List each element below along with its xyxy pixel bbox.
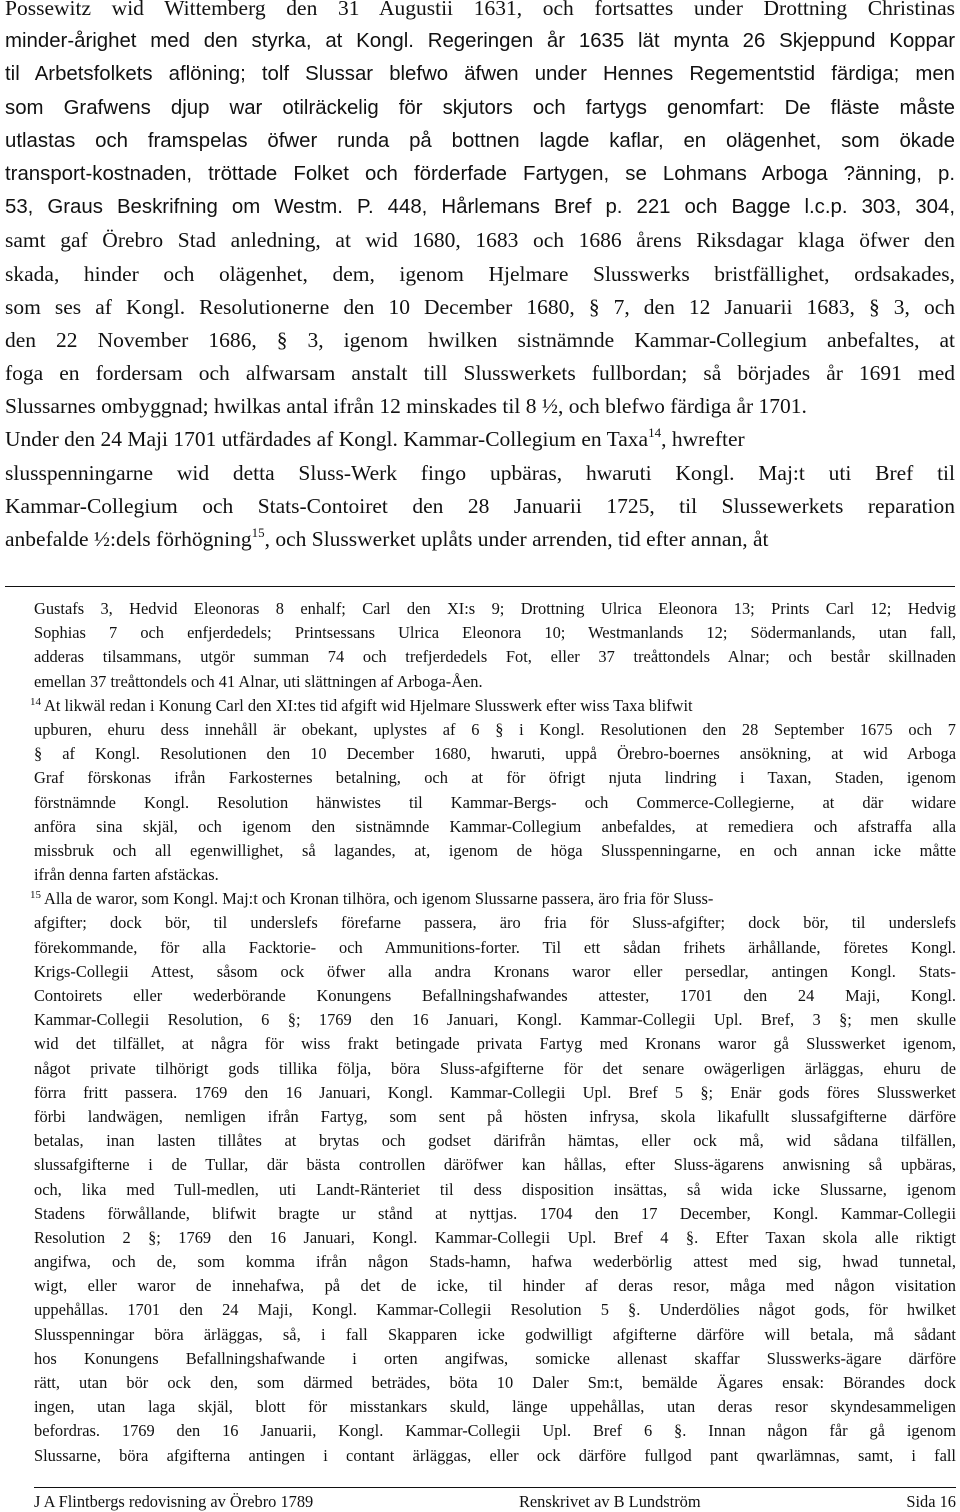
footnote-line: slussafgifterne i de Tullar, där bästa controllen däröfwer kan hållas, efter Sluss-ägarens anwisning så upbäras, xyxy=(34,1155,956,1175)
main-text-line: den 22 November 1686, § 3, igenom hwilken sistnämnde Kammar-Collegium anbefaltes, at xyxy=(5,327,955,352)
footer-transcriber: Renskrivet av B Lundström xyxy=(518,1492,701,1511)
main-text-line: skada, hinder och olägenhet, dem, igenom Hjelmare Slusswerks bristfällighet, ordsakades, xyxy=(5,261,955,286)
main-text-line: minder-årighet med den styrka, at Kongl. Regeringen år 1635 lät mynta 26 Skjeppund Koppar xyxy=(5,30,955,53)
footnote-line: wid det tilfället, at några för wiss frakt betingade privata Fartyg med Kronans waror gå Slusswerket igenom, xyxy=(34,1034,956,1054)
main-text-line: som ses af Kongl. Resolutionerne den 10 December 1680, § 7, den 12 Januarii 1683, § 3, och xyxy=(5,294,955,319)
main-text-line: slusspenningarne wid detta Sluss-Werk fingo upbäras, hwaruti Kongl. Maj:t uti Bref til xyxy=(5,460,955,485)
main-text-line: Kammar-Collegium och Stats-Contoiret den 28 Januarii 1725, til Slussewerkets reparation xyxy=(5,493,955,518)
footnote-line: upburen, ehuru dess innehåll är obekant, uplystes af 6 § i Kongl. Resolutionen den 28 September 1675 och 7 xyxy=(34,719,956,739)
main-body-text xyxy=(5,0,955,556)
footnote-line: afgifter; dock bör, til underslefs förefarne passera, äro fria för Sluss-afgifter; dock bör, til underslefs xyxy=(34,913,956,933)
footnote-line: Gustafs 3, Hedvid Eleonoras 8 enhalf; Carl den XI:s 9; Drottning Ulrica Eleonora 13; Prints Carl 12; Hedvig xyxy=(34,599,956,618)
footnote-line: Resolution 2 §; 1769 den 16 Januari, Kongl. Kammar-Collegii Upl. Bref 4 §. Efter Taxan skola alle riktigt xyxy=(34,1227,956,1247)
footnote-line: ingen, utan laga skjäl, blott för misstankars skuld, länge uppehållas, utan deras resor skyndesammeligen xyxy=(34,1397,956,1417)
footnote-line: emellan 37 treåttondels och 41 Alnar, uti slättningen af Arboga-Åen. xyxy=(34,671,483,691)
footnote-line: förstnämnde Kongl. Resolution hänwistes til Kammar-Bergs- och Commerce-Collegierne, at där widare xyxy=(34,792,956,812)
main-text-line: Possewitz wid Wittemberg den 31 Augustii 1631, och fortsattes under Drottning Christinas xyxy=(5,0,955,20)
footnote-separator xyxy=(5,586,955,587)
footnote-line: förbi landwägen, nemligen ifrån Fartyg, som sent på hösten infrysa, skola likafullt slussafgifterne därföre xyxy=(34,1106,956,1126)
main-text-line: transport-kostnaden, tröttade Folket och förderfade Fartygen, se Lohmans Arboga ?änning, p. xyxy=(5,162,955,185)
footnote-line xyxy=(30,694,956,718)
footer-rule xyxy=(34,1487,956,1488)
main-text-line: Slussarnes ombyggnad; hwilkas antal ifrån 12 minskades til 8 ½, och blefwo färdiga år 1701. xyxy=(5,394,807,419)
footnote-line: adderas tilsammans, utgör summan 74 och trefjerdedels Fot, eller 37 treåttondels Alnar; och består skillnaden xyxy=(34,647,956,667)
main-text-line xyxy=(5,523,955,556)
main-text-segment: Under den 24 Maji 1701 utfärdades af Kongl. Kammar-Collegium en Taxa xyxy=(5,427,649,452)
main-text-line: til Arbetsfolkets aflöning; tolf Slussar blefwo äfwen under Hennes Regementstid färdiga; men xyxy=(5,63,955,86)
footnote-line: förra fritt passera. 1769 den 16 Januari, Kongl. Kammar-Collegii Upl. Bref 5 §; Enär gods föres Slusswerket xyxy=(34,1082,956,1102)
footnote-line: rätt, utan bör ock den, som därmed beträdes, böta 10 Daler Sm:t, bemälde Ägares ensak: Börandes dock xyxy=(34,1373,956,1392)
footnote-line: missbruk och all egenwillighet, så lagandes, at, igenom de höga Slusspenningarne, en och annan icke måtte xyxy=(34,840,956,860)
footnote-line: Graf förskonas ifrån Farkosternes betalning, och at för öfrigt njuta lindring i Taxan, Staden, igenom xyxy=(34,768,956,788)
footnote-line: Slussarne, böra afgifterna antingen i contant ärläggas, eller ock därföre fullgod pant qwarlämnas, samt, i fall xyxy=(34,1445,956,1465)
footnote-number-14: 14 xyxy=(30,695,41,708)
main-text-segment: anbefalde ½:dels förhögning xyxy=(5,527,252,551)
footnote-line: befordras. 1769 den 16 Januarii, Kongl. Kammar-Collegii Upl. Bref 6 §. Innan någon får gå igenom xyxy=(34,1421,956,1441)
footer-author: J A Flintbergs redovisning av Örebro 1789 xyxy=(34,1492,314,1511)
footnote-line: och, lika med Tull-medlen, uti Landt-Ränteriet til dess disposition insättas, så wida icke Slussarne, igenom xyxy=(34,1179,956,1199)
footnote-line: Krigs-Collegii Attest, såsom ock öfwer alla andra Kronans waror eller persedlar, antingen Kongl. Stats- xyxy=(34,961,956,981)
footer-page-number: Sida 16 xyxy=(906,1492,956,1511)
footnote-line: hos Konungens Befallningshafwande i orten angifwas, somicke allenast skaffar Slusswerks-ägare därföre xyxy=(34,1348,956,1368)
footnote-line: ifrån denna farten afstäckas. xyxy=(34,865,219,885)
footnote-line: betalas, inan lasten tillåtes at brytas och godset därifrån hämtas, eller ock må, wid sådana tilfällen, xyxy=(34,1131,956,1151)
footnote-line: Slusspenningar böra ärläggas, så, i fall Skapparen icke godwilligt afgifterne därföre will betala, må sådant xyxy=(34,1324,956,1344)
footnote-line: § af Kongl. Resolutionen den 10 December 1680, hwaruti, uppå Örebro-boernes ansökning, at wid Arboga xyxy=(34,744,956,764)
footnote-text: At likwäl redan i Konung Carl den XI:tes tid afgift wid Hjelmare Slusswerk efter wiss Taxa blifwit xyxy=(44,695,693,715)
footnote-line: wigt, eller waror de innehafwa, på det de icke, til hinder af deras resor, måga med någon visitation xyxy=(34,1276,956,1296)
main-text-line: som Grafwens djup war otilräckelig för skjutors och fartygs genomfart: De fläste måste xyxy=(5,96,955,119)
footnote-number-15: 15 xyxy=(30,889,41,902)
footnotes xyxy=(30,597,956,1468)
footnote-line: Stadens förwållande, blifwit bragte ur stånd at nyttjas. 1704 den 17 December, Kongl. Kammar-Collegii xyxy=(34,1203,956,1223)
main-text-line: foga en fordersam och alfwarsam anstalt till Slusswerkets fullbordan; så börjades år 1691 med xyxy=(5,361,955,386)
footnote-line: något private tilhörigt gods tillika följa, böra Sluss-afgifterne för det senare owägerligen ärläggas, ehuru de xyxy=(34,1058,956,1078)
main-text-line xyxy=(5,423,955,456)
footnote-line: anföra sina skjäl, och igenom den sistnämnde Kammar-Collegium anbefaldes, at remediera och afstraffa alla xyxy=(34,816,956,836)
footnote-line: förekommande, för alla Facktorie- och Ammunitions-forter. Til ett sådan frihets ärhållande, företes Kongl. xyxy=(34,937,956,957)
footnote-line xyxy=(30,887,956,911)
main-text-line: 53, Graus Beskrifning om Westm. P. 448, Hårlemans Bref p. 221 och Bagge l.c.p. 303, 304, xyxy=(5,196,955,219)
footnote-line: Contoirets eller wederbörande Konungens Befallningshafwandes attester, 1701 den 24 Maji, Kongl. xyxy=(34,986,956,1005)
main-text-segment: , och Slusswerket uplåts under arrenden, tid efter annan, åt xyxy=(264,527,769,551)
footnote-line: Kammar-Collegii Resolution, 6 §; 1769 den 16 Januari, Kongl. Kammar-Collegii Upl. Bref, 3 §; men skulle xyxy=(34,1010,956,1030)
footnote-reference-14: 14 xyxy=(648,425,662,441)
main-text-line: utlastas och framspelas öfwer runda på bottnen lagde kaflar, en olägenhet, som ökade xyxy=(5,129,955,152)
footnote-line: angifwa, och de, som komma ifrån någon Stads-hamn, hafwa wederbörlig attest med sig, hwad tunnetal, xyxy=(34,1252,956,1272)
page-footer xyxy=(34,1492,956,1512)
footnote-line: Sophias 7 och enfjerdedels; Printsessans Ulrica Eleonora 10; Westmanlands 12; Södermanlands, utan fall, xyxy=(34,623,956,643)
footnote-reference-15: 15 xyxy=(251,525,265,540)
footnote-line: uppehållas. 1701 den 24 Maji, Kongl. Kammar-Collegii Resolution 5 §. Underdölies något gods, för hwilket xyxy=(34,1300,956,1320)
footnote-text: Alla de waror, som Kongl. Maj:t och Kronan tilhöra, och igenom Slussarne passera, äro fria för Sluss- xyxy=(44,889,714,909)
main-text-segment: , hwrefter xyxy=(661,427,745,452)
main-text-line: samt gaf Örebro Stad anledning, at wid 1680, 1683 och 1686 årens Riksdagar klaga öfwer den xyxy=(5,228,955,253)
